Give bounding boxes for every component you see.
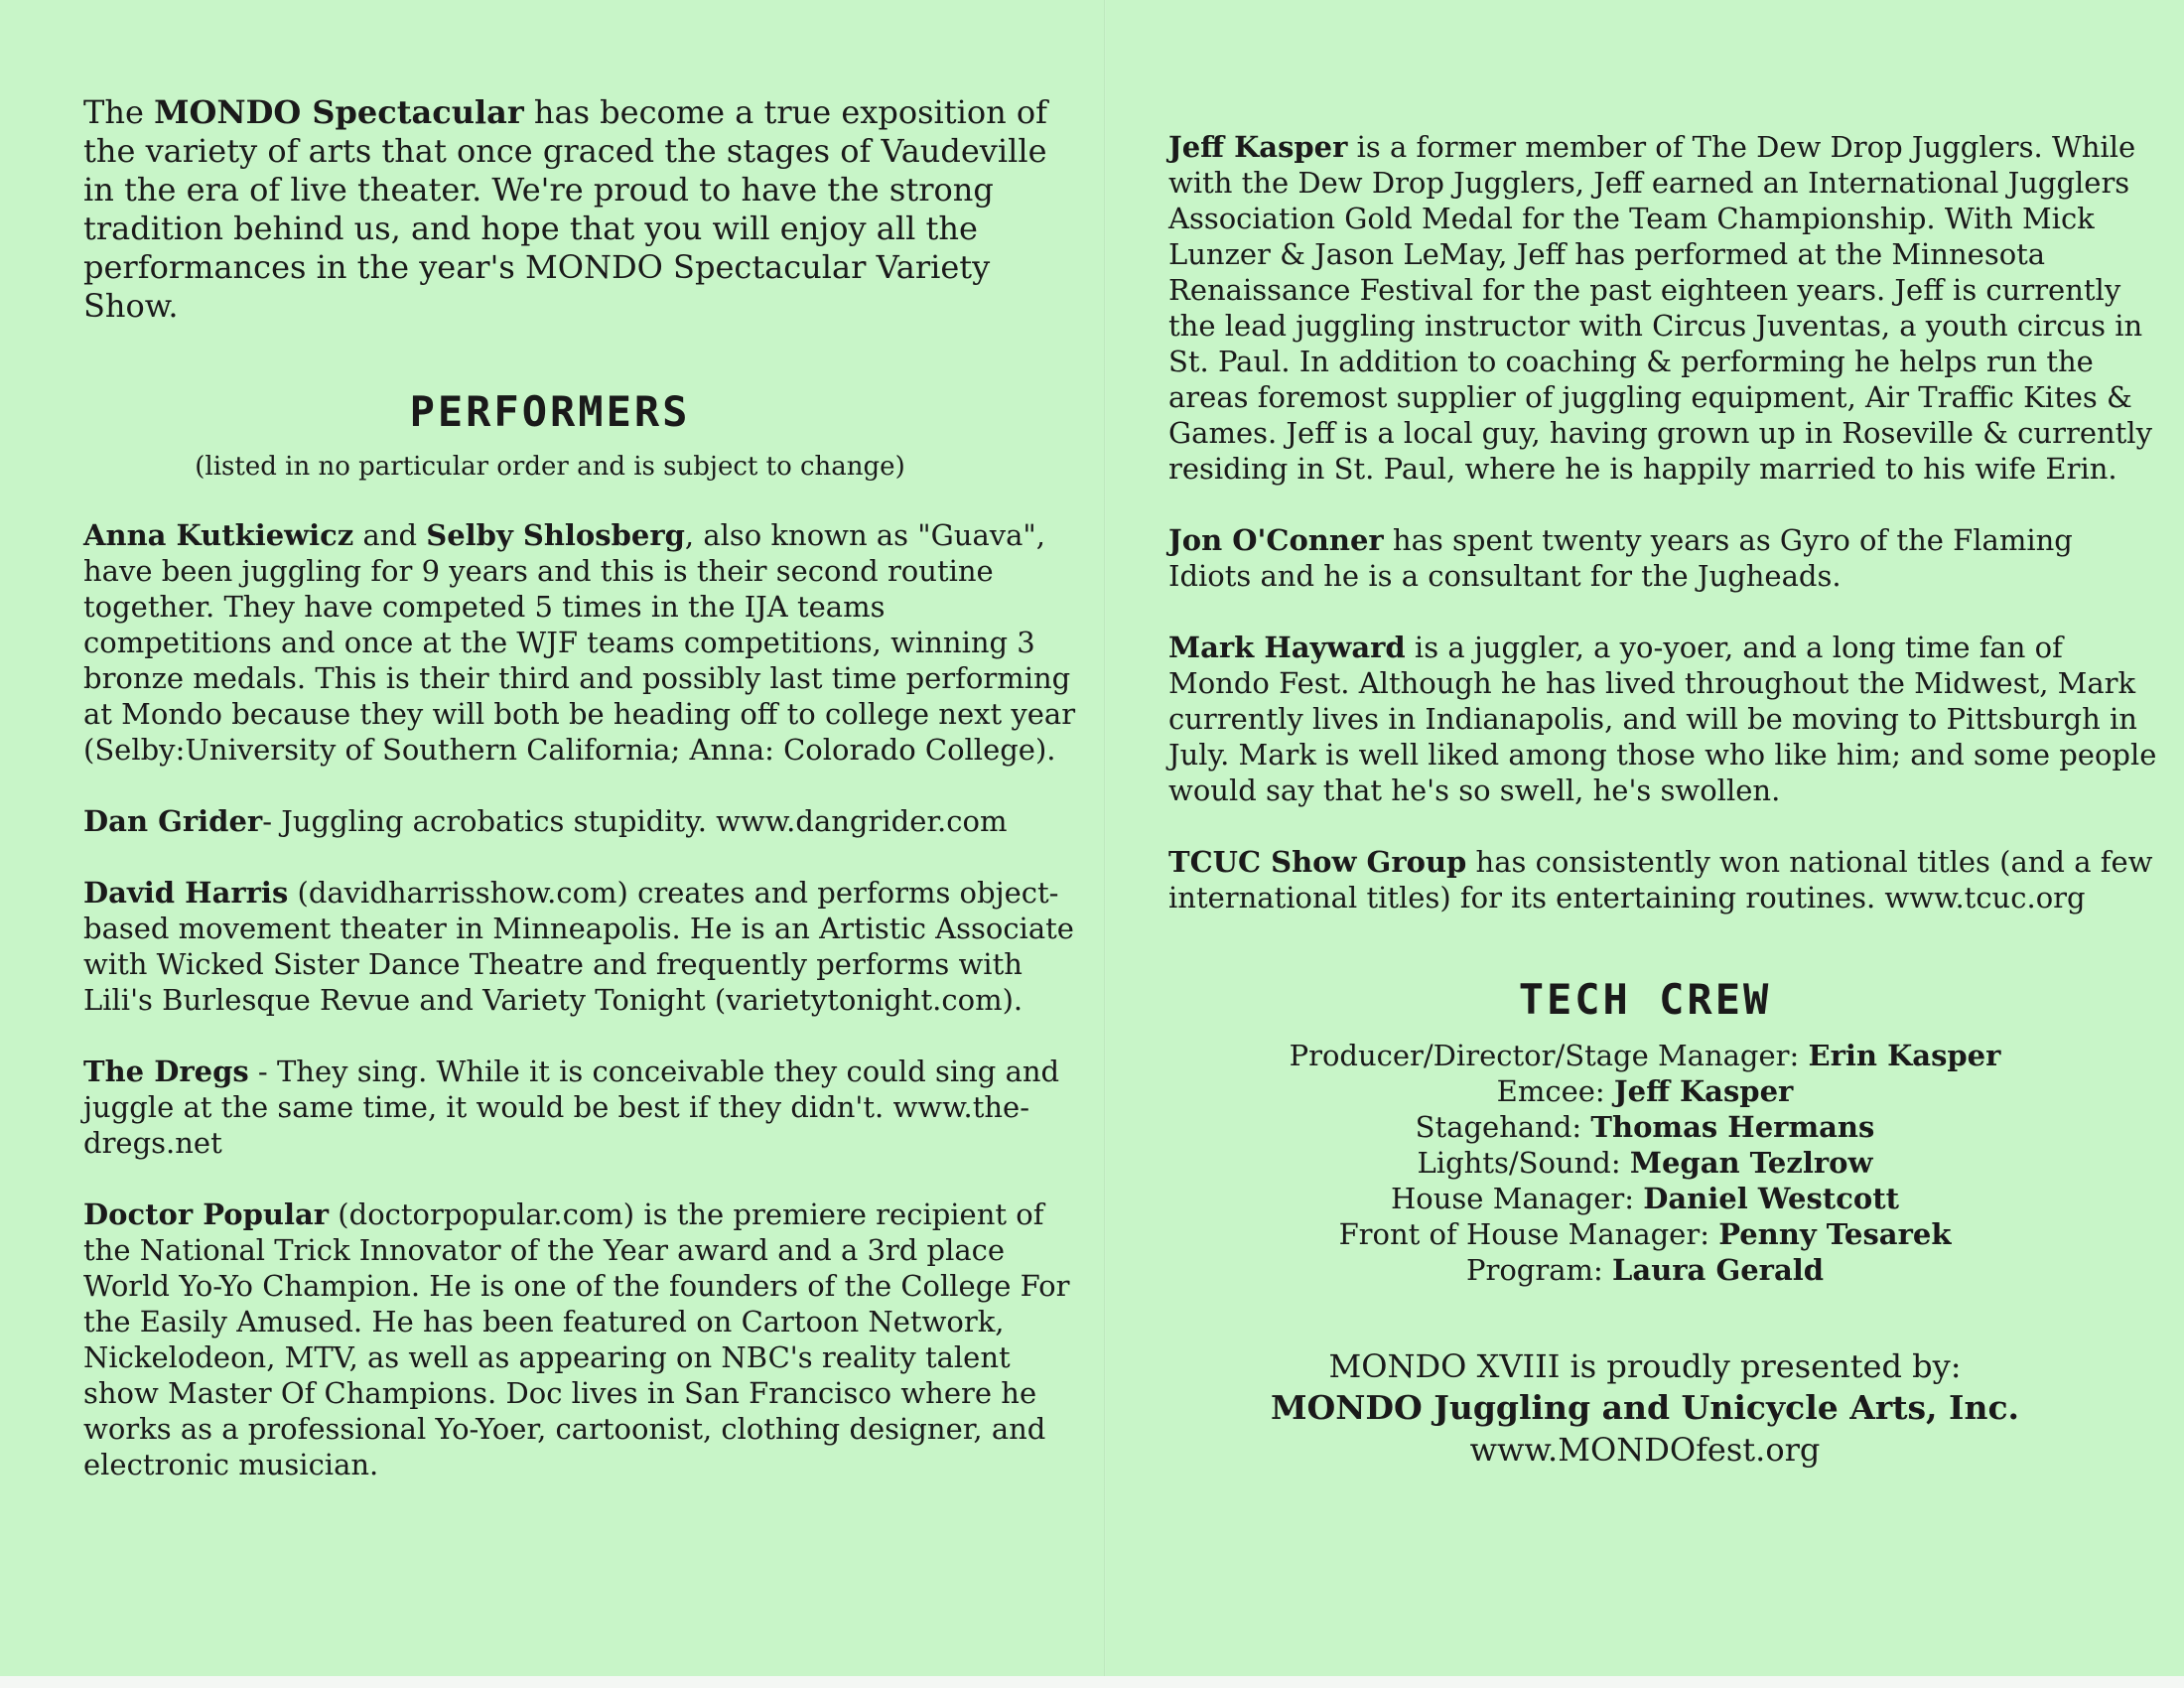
- bio-jon-oconner: [1168, 522, 2161, 594]
- presented-by-block: [1168, 1345, 2121, 1471]
- crew-item: [1168, 1252, 2121, 1288]
- bio-tcuc-show-group: [1168, 844, 2161, 915]
- left-bio-list: [83, 517, 1076, 1482]
- performer-name: David Harris: [83, 876, 289, 910]
- crew-role: House Manager:: [1391, 1182, 1644, 1215]
- bio-doctor-popular: [83, 1196, 1076, 1482]
- left-page: [83, 93, 1076, 1482]
- performer-name: Selby Shlosberg: [426, 518, 685, 552]
- crew-name: Erin Kasper: [1808, 1039, 2001, 1072]
- bio-joiner: and: [353, 518, 427, 552]
- crew-name: Megan Tezlrow: [1629, 1146, 1873, 1180]
- crew-name: Penny Tesarek: [1718, 1217, 1952, 1251]
- crew-role: Front of House Manager:: [1338, 1217, 1719, 1251]
- crew-item: [1168, 1038, 2121, 1073]
- crew-item: [1168, 1181, 2121, 1216]
- right-page: [1168, 129, 2161, 1471]
- performer-name: Dan Grider: [83, 804, 263, 838]
- intro-text-rest: has become a true exposition of the variety of arts that once graced the stages of Vaudeville in the era of live theater. We're proud to have the strong tradition behind us, and hope that you will enjoy all the performances in the year's MONDO Spectacular Variety Show.: [83, 93, 1047, 325]
- performer-name: Doctor Popular: [83, 1197, 330, 1231]
- crew-item: [1168, 1216, 2121, 1252]
- performer-name: Mark Hayward: [1168, 631, 1406, 664]
- performer-name: Jeff Kasper: [1168, 130, 1348, 164]
- bio-text: is a former member of The Dew Drop Jugglers. While with the Dew Drop Jugglers, Jeff earned an International Jugglers Association Gold Medal for the Team Championship. With Mick Lunzer & Jason LeMay, Jeff has performed at the Minnesota Renaissance Festival for the past eighteen years. Jeff is currently the lead juggling instructor with Circus Juventas, a youth circus in St. Paul. In addition to coaching & performing he helps run the areas foremost supplier of juggling equipment, Air Traffic Kites & Games. Jeff is a local guy, having grown up in Roseville & currently residing in St. Paul, where he is happily married to his wife Erin.: [1168, 130, 2152, 486]
- intro-brand: MONDO Spectacular: [154, 93, 524, 131]
- performer-name: Anna Kutkiewicz: [83, 518, 354, 552]
- crew-role: Producer/Director/Stage Manager:: [1289, 1039, 1809, 1072]
- bio-text: is a juggler, a yo-yoer, and a long time fan of Mondo Fest. Although he has lived throughout the Midwest, Mark currently lives in Indianapolis, and will be moving to Pittsburgh in July. Mark is well liked among those who like him; and some people would say that he's so swell, he's swollen.: [1168, 631, 2157, 807]
- bio-jeff-kasper: [1168, 129, 2161, 487]
- crew-role: Stagehand:: [1415, 1110, 1591, 1144]
- crew-role: Program:: [1465, 1253, 1613, 1287]
- tech-crew-list: [1168, 1038, 2121, 1288]
- right-bio-list: [1168, 129, 2161, 915]
- crew-role: Lights/Sound:: [1417, 1146, 1630, 1180]
- presenter-website: www.MONDOfest.org: [1469, 1431, 1821, 1469]
- bio-text: - Juggling acrobatics stupidity. www.dangrider.com: [262, 804, 1008, 838]
- tech-crew-heading: TECH CREW: [1518, 975, 1772, 1024]
- bio-guava: [83, 517, 1076, 768]
- page-fold: [1104, 0, 1106, 1688]
- presenter-name: MONDO Juggling and Unicycle Arts, Inc.: [1270, 1388, 2020, 1427]
- performer-name: The Dregs: [83, 1055, 249, 1088]
- crew-item: [1168, 1073, 2121, 1109]
- bio-text: has consistently won national titles (and a few international titles) for its entertaining routines. www.tcuc.org: [1168, 845, 2153, 914]
- crew-item: [1168, 1145, 2121, 1181]
- crew-name: Jeff Kasper: [1613, 1074, 1794, 1108]
- intro-paragraph: [83, 93, 1076, 326]
- presented-by-text: MONDO XVIII is proudly presented by:: [1328, 1347, 1962, 1385]
- bio-mark-hayward: [1168, 630, 2161, 808]
- bio-text: , also known as "Guava", have been juggling for 9 years and this is their second routine together. They have competed 5 times in the IJA teams competitions and once at the WJF teams competitions, winning 3 bronze medals. This is their third and possibly last time performing at Mondo because they will both be heading off to college next year (Selby:University of Southern California; Anna: Colorado College).: [83, 518, 1076, 767]
- performer-name: TCUC Show Group: [1168, 845, 1467, 879]
- bio-the-dregs: [83, 1054, 1076, 1161]
- paper-bottom-edge: [0, 1676, 2184, 1688]
- crew-item: [1168, 1109, 2121, 1145]
- bio-text: has spent twenty years as Gyro of the Flaming Idiots and he is a consultant for the Jugheads.: [1168, 523, 2073, 593]
- crew-role: Emcee:: [1496, 1074, 1614, 1108]
- crew-name: Thomas Hermans: [1590, 1110, 1875, 1144]
- crew-name: Daniel Westcott: [1643, 1182, 1899, 1215]
- bio-text: - They sing. While it is conceivable they could sing and juggle at the same time, it would be best if they didn't. www.the-dregs.net: [83, 1055, 1060, 1160]
- crew-name: Laura Gerald: [1612, 1253, 1825, 1287]
- intro-text-start: The: [83, 93, 155, 131]
- performer-name: Jon O'Conner: [1168, 523, 1384, 557]
- performers-subtitle: (listed in no particular order and is subject to change): [195, 452, 905, 482]
- bio-text: (davidharrisshow.com) creates and performs object-based movement theater in Minneapolis. He is an Artistic Associate with Wicked Sister Dance Theatre and frequently performs with Lili's Burlesque Revue and Variety Tonight (varietytonight.com).: [83, 876, 1074, 1017]
- bio-text: (doctorpopular.com) is the premiere recipient of the National Trick Innovator of the Year award and a 3rd place World Yo-Yo Champion. He is one of the founders of the College For the Easily Amused. He has been featured on Cartoon Network, Nickelodeon, MTV, as well as appearing on NBC's reality talent show Master Of Champions. Doc lives in San Francisco where he works as a professional Yo-Yoer, cartoonist, clothing designer, and electronic musician.: [83, 1197, 1070, 1481]
- performers-heading: PERFORMERS: [409, 387, 691, 436]
- bio-david-harris: [83, 875, 1076, 1018]
- bio-dan-grider: [83, 803, 1076, 839]
